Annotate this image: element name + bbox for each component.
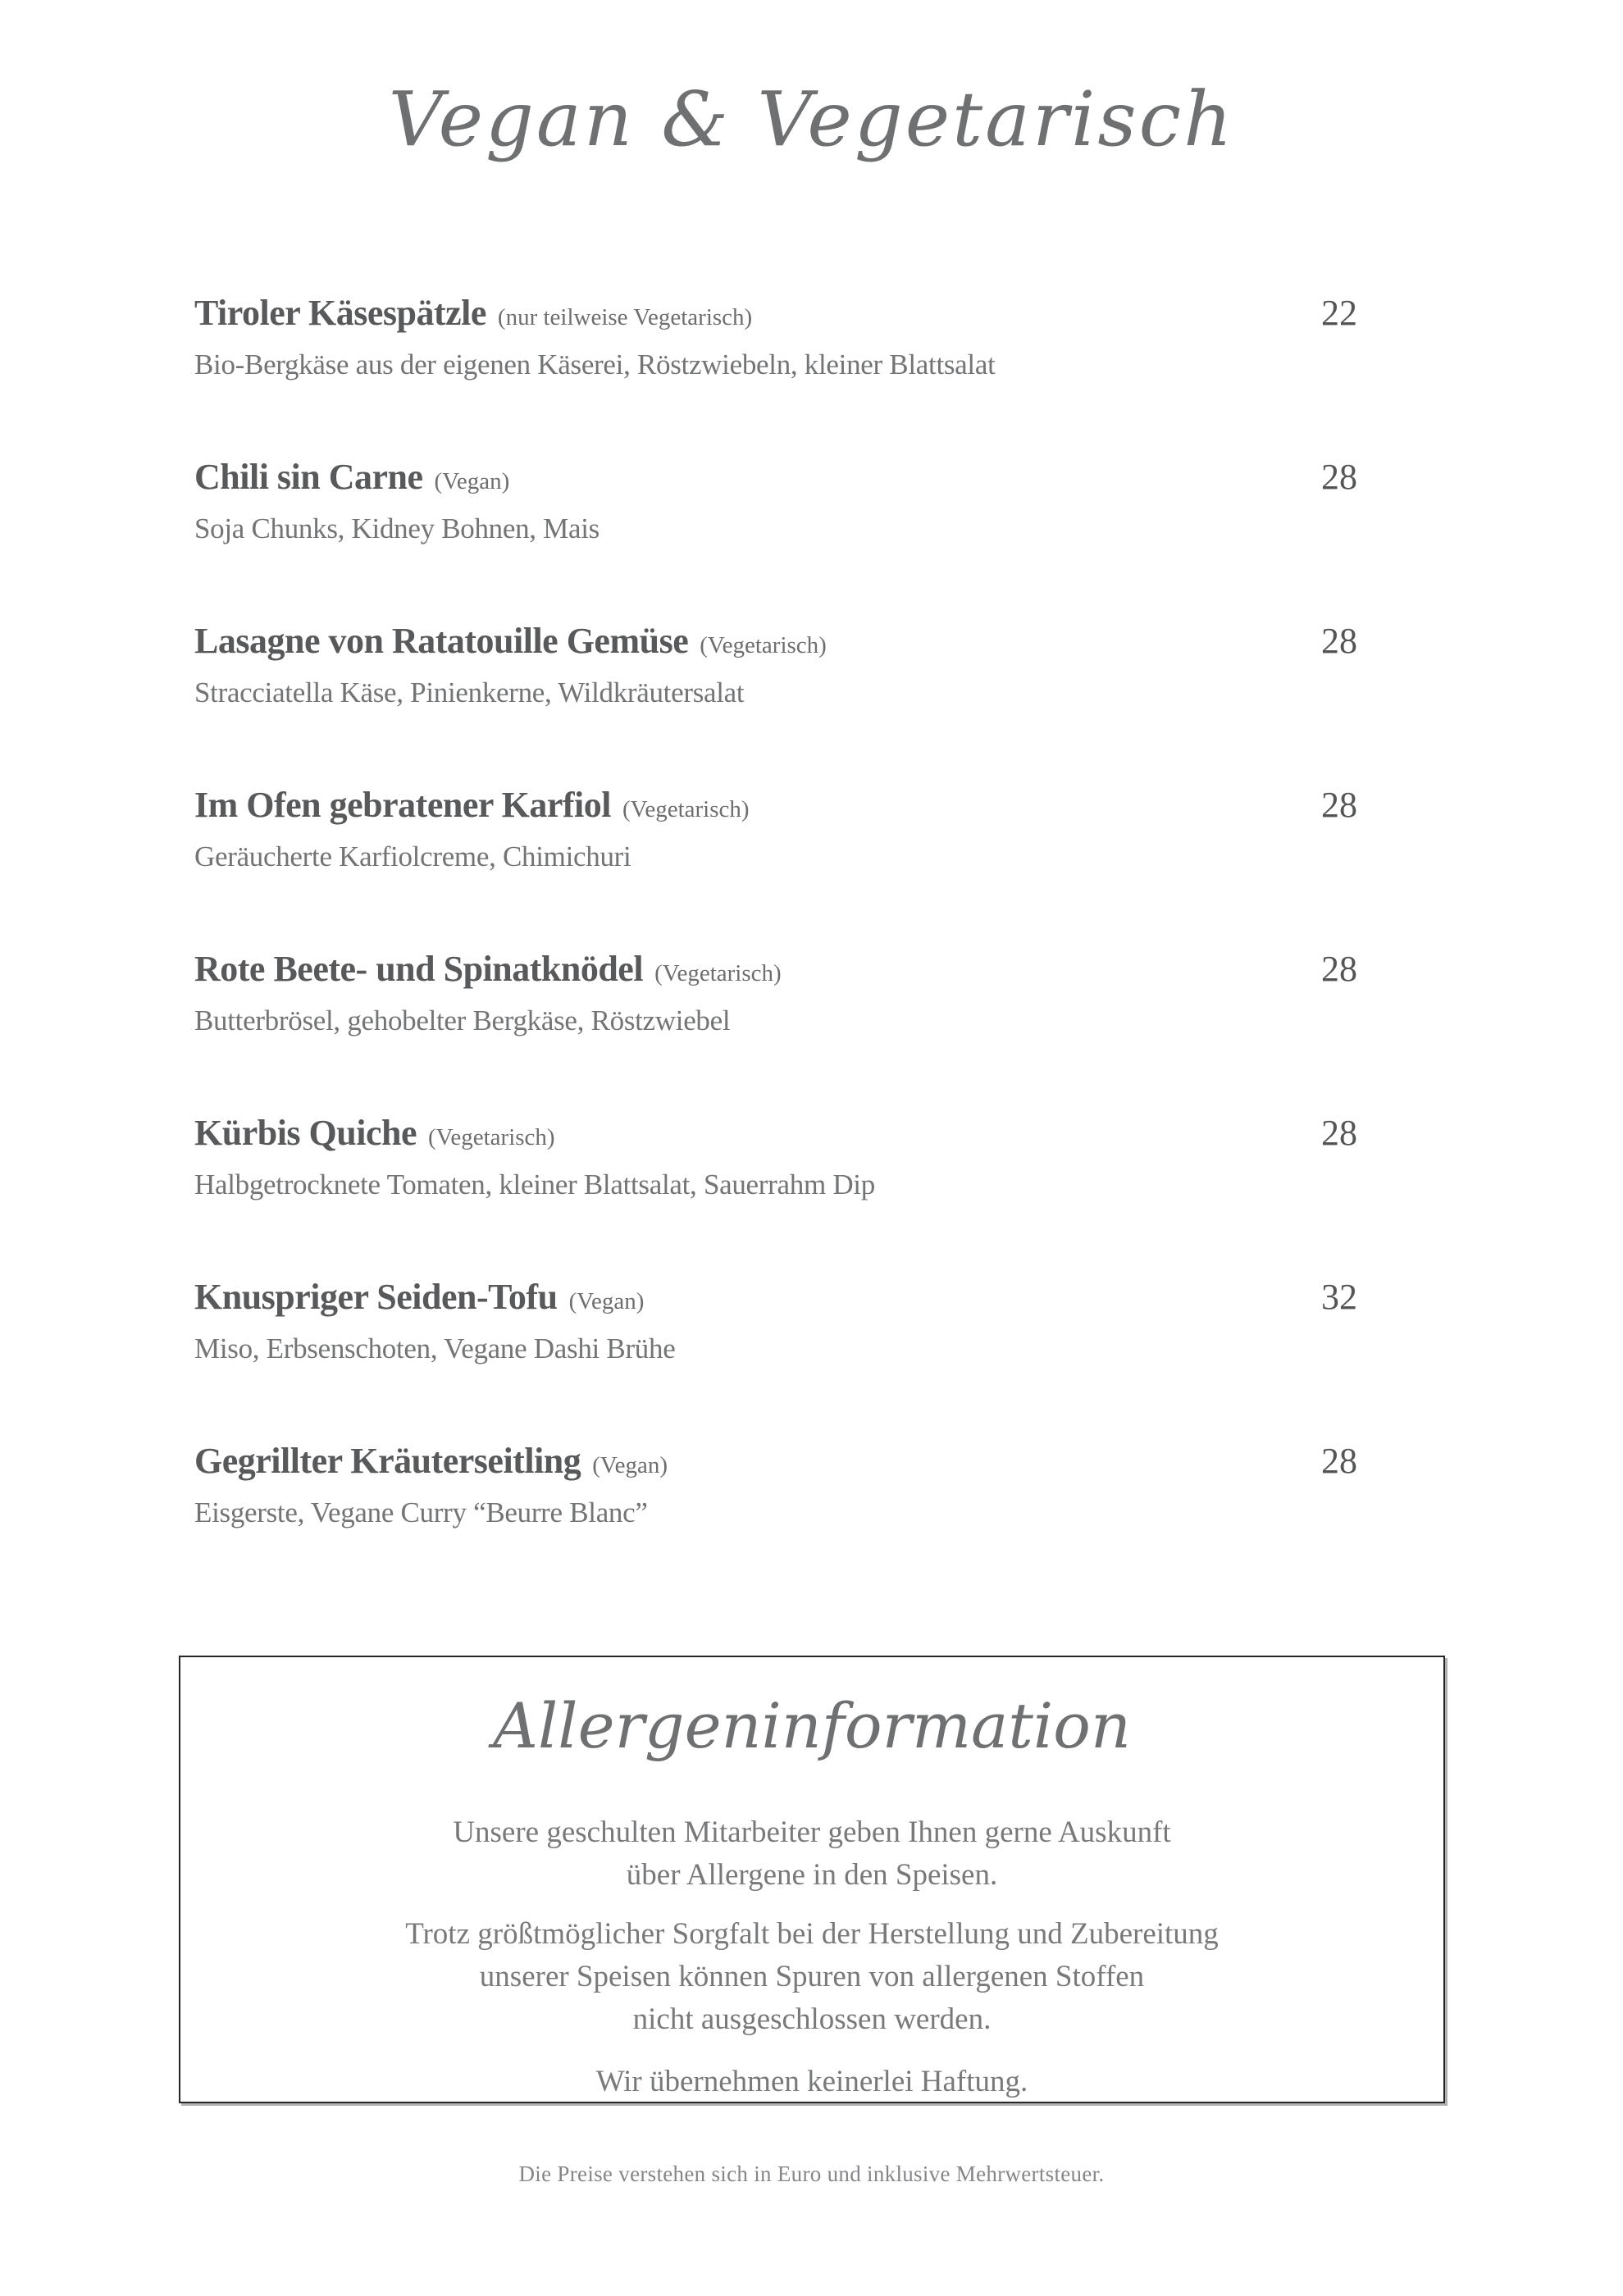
allergen-title: Allergeninformation xyxy=(493,1689,1131,1762)
allergen-line: über Allergene in den Speisen. xyxy=(626,1858,998,1892)
item-price: 28 xyxy=(1321,457,1357,497)
item-description: Halbgetrocknete Tomaten, kleiner Blattsalat, Sauerrahm Dip xyxy=(194,1168,875,1200)
item-diet-tag: (Vegetarisch) xyxy=(622,796,750,822)
menu-item xyxy=(194,1112,1357,1276)
menu-item xyxy=(194,784,1357,948)
menu-item-header xyxy=(194,292,1357,334)
menu-item-header xyxy=(194,1112,1357,1154)
item-description: Eisgerste, Vegane Curry “Beurre Blanc” xyxy=(194,1496,648,1528)
menu-item xyxy=(194,620,1357,784)
item-name: Kürbis Quiche xyxy=(194,1113,417,1153)
item-price: 28 xyxy=(1321,1441,1357,1481)
allergen-line: Trotz größtmöglicher Sorgfalt bei der Herstellung und Zubereitung xyxy=(405,1917,1219,1951)
menu-item-header xyxy=(194,620,1357,662)
allergen-line: unserer Speisen können Spuren von allergenen Stoffen xyxy=(479,1960,1145,1993)
allergen-line: Wir übernehmen keinerlei Haftung. xyxy=(595,2065,1028,2098)
item-name: Im Ofen gebratener Karfiol xyxy=(194,785,611,825)
allergen-paragraph xyxy=(180,1811,1443,1897)
item-description: Bio-Bergkäse aus der eigenen Käserei, Röstzwiebeln, kleiner Blattsalat xyxy=(194,348,996,380)
item-price: 28 xyxy=(1321,949,1357,989)
page-title: Vegan & Vegetarisch xyxy=(388,75,1235,163)
item-price: 28 xyxy=(1321,621,1357,661)
item-name: Rote Beete- und Spinatknödel xyxy=(194,949,644,989)
item-diet-tag: (Vegetarisch) xyxy=(700,632,827,658)
item-diet-tag: (Vegetarisch) xyxy=(428,1124,555,1150)
allergen-line: Unsere geschulten Mitarbeiter geben Ihnen gerne Auskunft xyxy=(453,1815,1171,1849)
menu-item xyxy=(194,456,1357,620)
item-description: Soja Chunks, Kidney Bohnen, Mais xyxy=(194,512,600,544)
menu-item-header xyxy=(194,1440,1357,1482)
item-diet-tag: (Vegetarisch) xyxy=(654,960,782,986)
item-diet-tag: (Vegan) xyxy=(434,468,510,494)
item-name: Tiroler Käsespätzle xyxy=(194,293,486,333)
allergen-paragraph xyxy=(180,2061,1443,2103)
item-price: 32 xyxy=(1321,1277,1357,1317)
item-diet-tag: (nur teilweise Vegetarisch) xyxy=(497,304,753,330)
item-diet-tag: (Vegan) xyxy=(592,1452,668,1478)
menu-item-header xyxy=(194,456,1357,498)
menu-item xyxy=(194,1276,1357,1440)
item-description: Geräucherte Karfiolcreme, Chimichuri xyxy=(194,840,631,872)
allergen-paragraph xyxy=(180,1913,1443,2041)
menu-list xyxy=(194,292,1357,1604)
item-name: Lasagne von Ratatouille Gemüse xyxy=(194,621,689,661)
item-price: 22 xyxy=(1321,293,1357,333)
menu-item xyxy=(194,1440,1357,1604)
item-description: Miso, Erbsenschoten, Vegane Dashi Brühe xyxy=(194,1332,676,1364)
menu-item-header xyxy=(194,1276,1357,1318)
item-diet-tag: (Vegan) xyxy=(568,1288,645,1314)
item-description: Butterbrösel, gehobelter Bergkäse, Röstzwiebel xyxy=(194,1004,731,1036)
footer-note: Die Preise verstehen sich in Euro und inklusive Mehrwertsteuer. xyxy=(518,2162,1105,2186)
item-name: Chili sin Carne xyxy=(194,457,423,497)
allergen-info-box xyxy=(179,1656,1445,2103)
menu-item xyxy=(194,948,1357,1112)
menu-item-header xyxy=(194,948,1357,990)
allergen-line: nicht ausgeschlossen werden. xyxy=(632,2002,992,2036)
menu-item xyxy=(194,292,1357,456)
item-description: Stracciatella Käse, Pinienkerne, Wildkräutersalat xyxy=(194,676,745,708)
menu-item-header xyxy=(194,784,1357,826)
item-name: Knuspriger Seiden-Tofu xyxy=(194,1277,558,1317)
item-name: Gegrillter Kräuterseitling xyxy=(194,1441,581,1481)
item-price: 28 xyxy=(1321,1113,1357,1153)
item-price: 28 xyxy=(1321,785,1357,825)
